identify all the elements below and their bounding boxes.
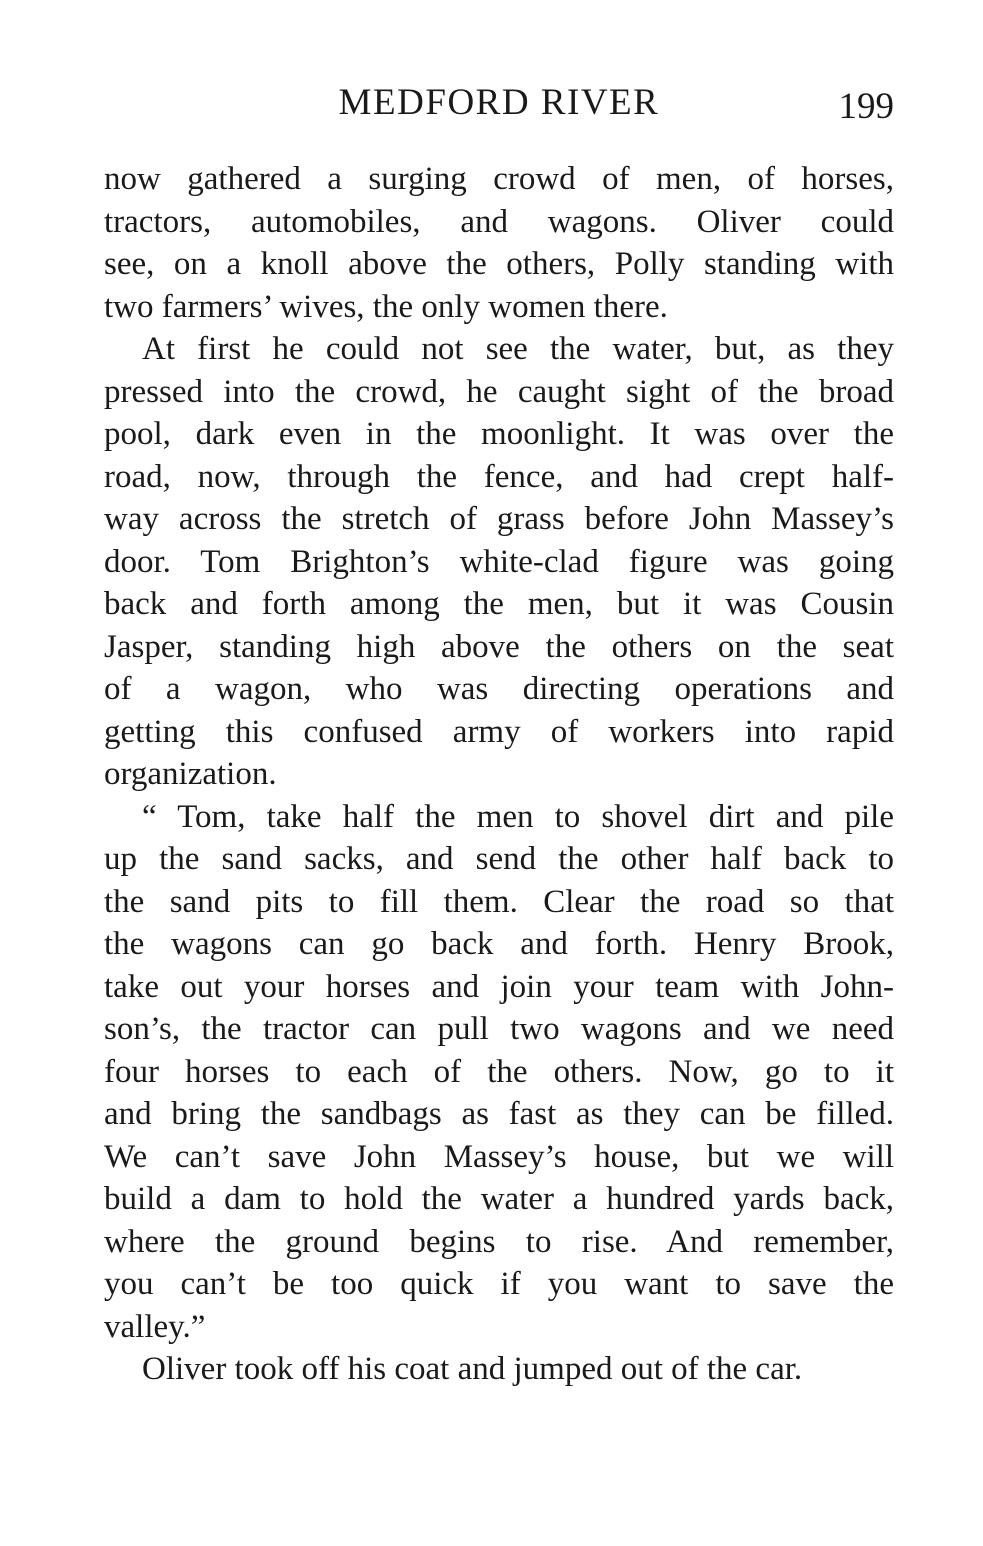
text-line: tractors, automobiles, and wagons. Oliver could: [104, 203, 894, 240]
text-line: We can’t save John Massey’s house, but we will: [104, 1138, 894, 1175]
text-line: and bring the sandbags as fast as they can be filled.: [104, 1096, 894, 1132]
text-line: son’s, the tractor can pull two wagons and we need: [104, 1011, 894, 1047]
page-number: 199: [838, 86, 894, 127]
text-line: getting this confused army of workers into rapid: [104, 713, 894, 750]
text-line: two farmers’ wives, the only women there.: [104, 288, 668, 325]
text-line: where the ground begins to rise. And remember,: [104, 1223, 894, 1260]
text-line: Jasper, standing high above the others on the seat: [104, 628, 894, 665]
text-line: Oliver took off his coat and jumped out of the car.: [142, 1351, 803, 1387]
text-line: road, now, through the fence, and had crept half-: [104, 458, 894, 495]
text-line: of a wagon, who was directing operations and: [104, 671, 894, 707]
text-line: door. Tom Brighton’s white-clad figure was going: [104, 543, 894, 580]
text-line: “ Tom, take half the men to shovel dirt and pile: [142, 798, 894, 835]
text-line: organization.: [104, 756, 277, 792]
text-line: four horses to each of the others. Now, go to it: [104, 1053, 894, 1090]
text-line: way across the stretch of grass before John Massey’s: [104, 501, 894, 537]
text-line: take out your horses and join your team with John-: [104, 968, 894, 1005]
text-line: the sand pits to fill them. Clear the road so that: [104, 883, 894, 920]
text-line: pool, dark even in the moonlight. It was over the: [104, 416, 894, 452]
text-line: see, on a knoll above the others, Polly standing with: [104, 246, 894, 282]
running-head: [104, 78, 894, 128]
text-line: you can’t be too quick if you want to save the: [104, 1266, 894, 1302]
text-line: up the sand sacks, and send the other half back to: [104, 841, 894, 877]
text-line: pressed into the crowd, he caught sight of the broad: [104, 373, 894, 410]
text-line: valley.”: [104, 1308, 206, 1345]
text-line: now gathered a surging crowd of men, of horses,: [104, 161, 894, 197]
running-title: MEDFORD RIVER: [338, 82, 660, 123]
text-line: build a dam to hold the water a hundred yards back,: [104, 1181, 894, 1217]
text-line: At first he could not see the water, but, as they: [142, 331, 894, 367]
text-line: the wagons can go back and forth. Henry Brook,: [104, 926, 894, 962]
body-text: [104, 158, 894, 1391]
text-line: back and forth among the men, but it was Cousin: [104, 586, 894, 622]
